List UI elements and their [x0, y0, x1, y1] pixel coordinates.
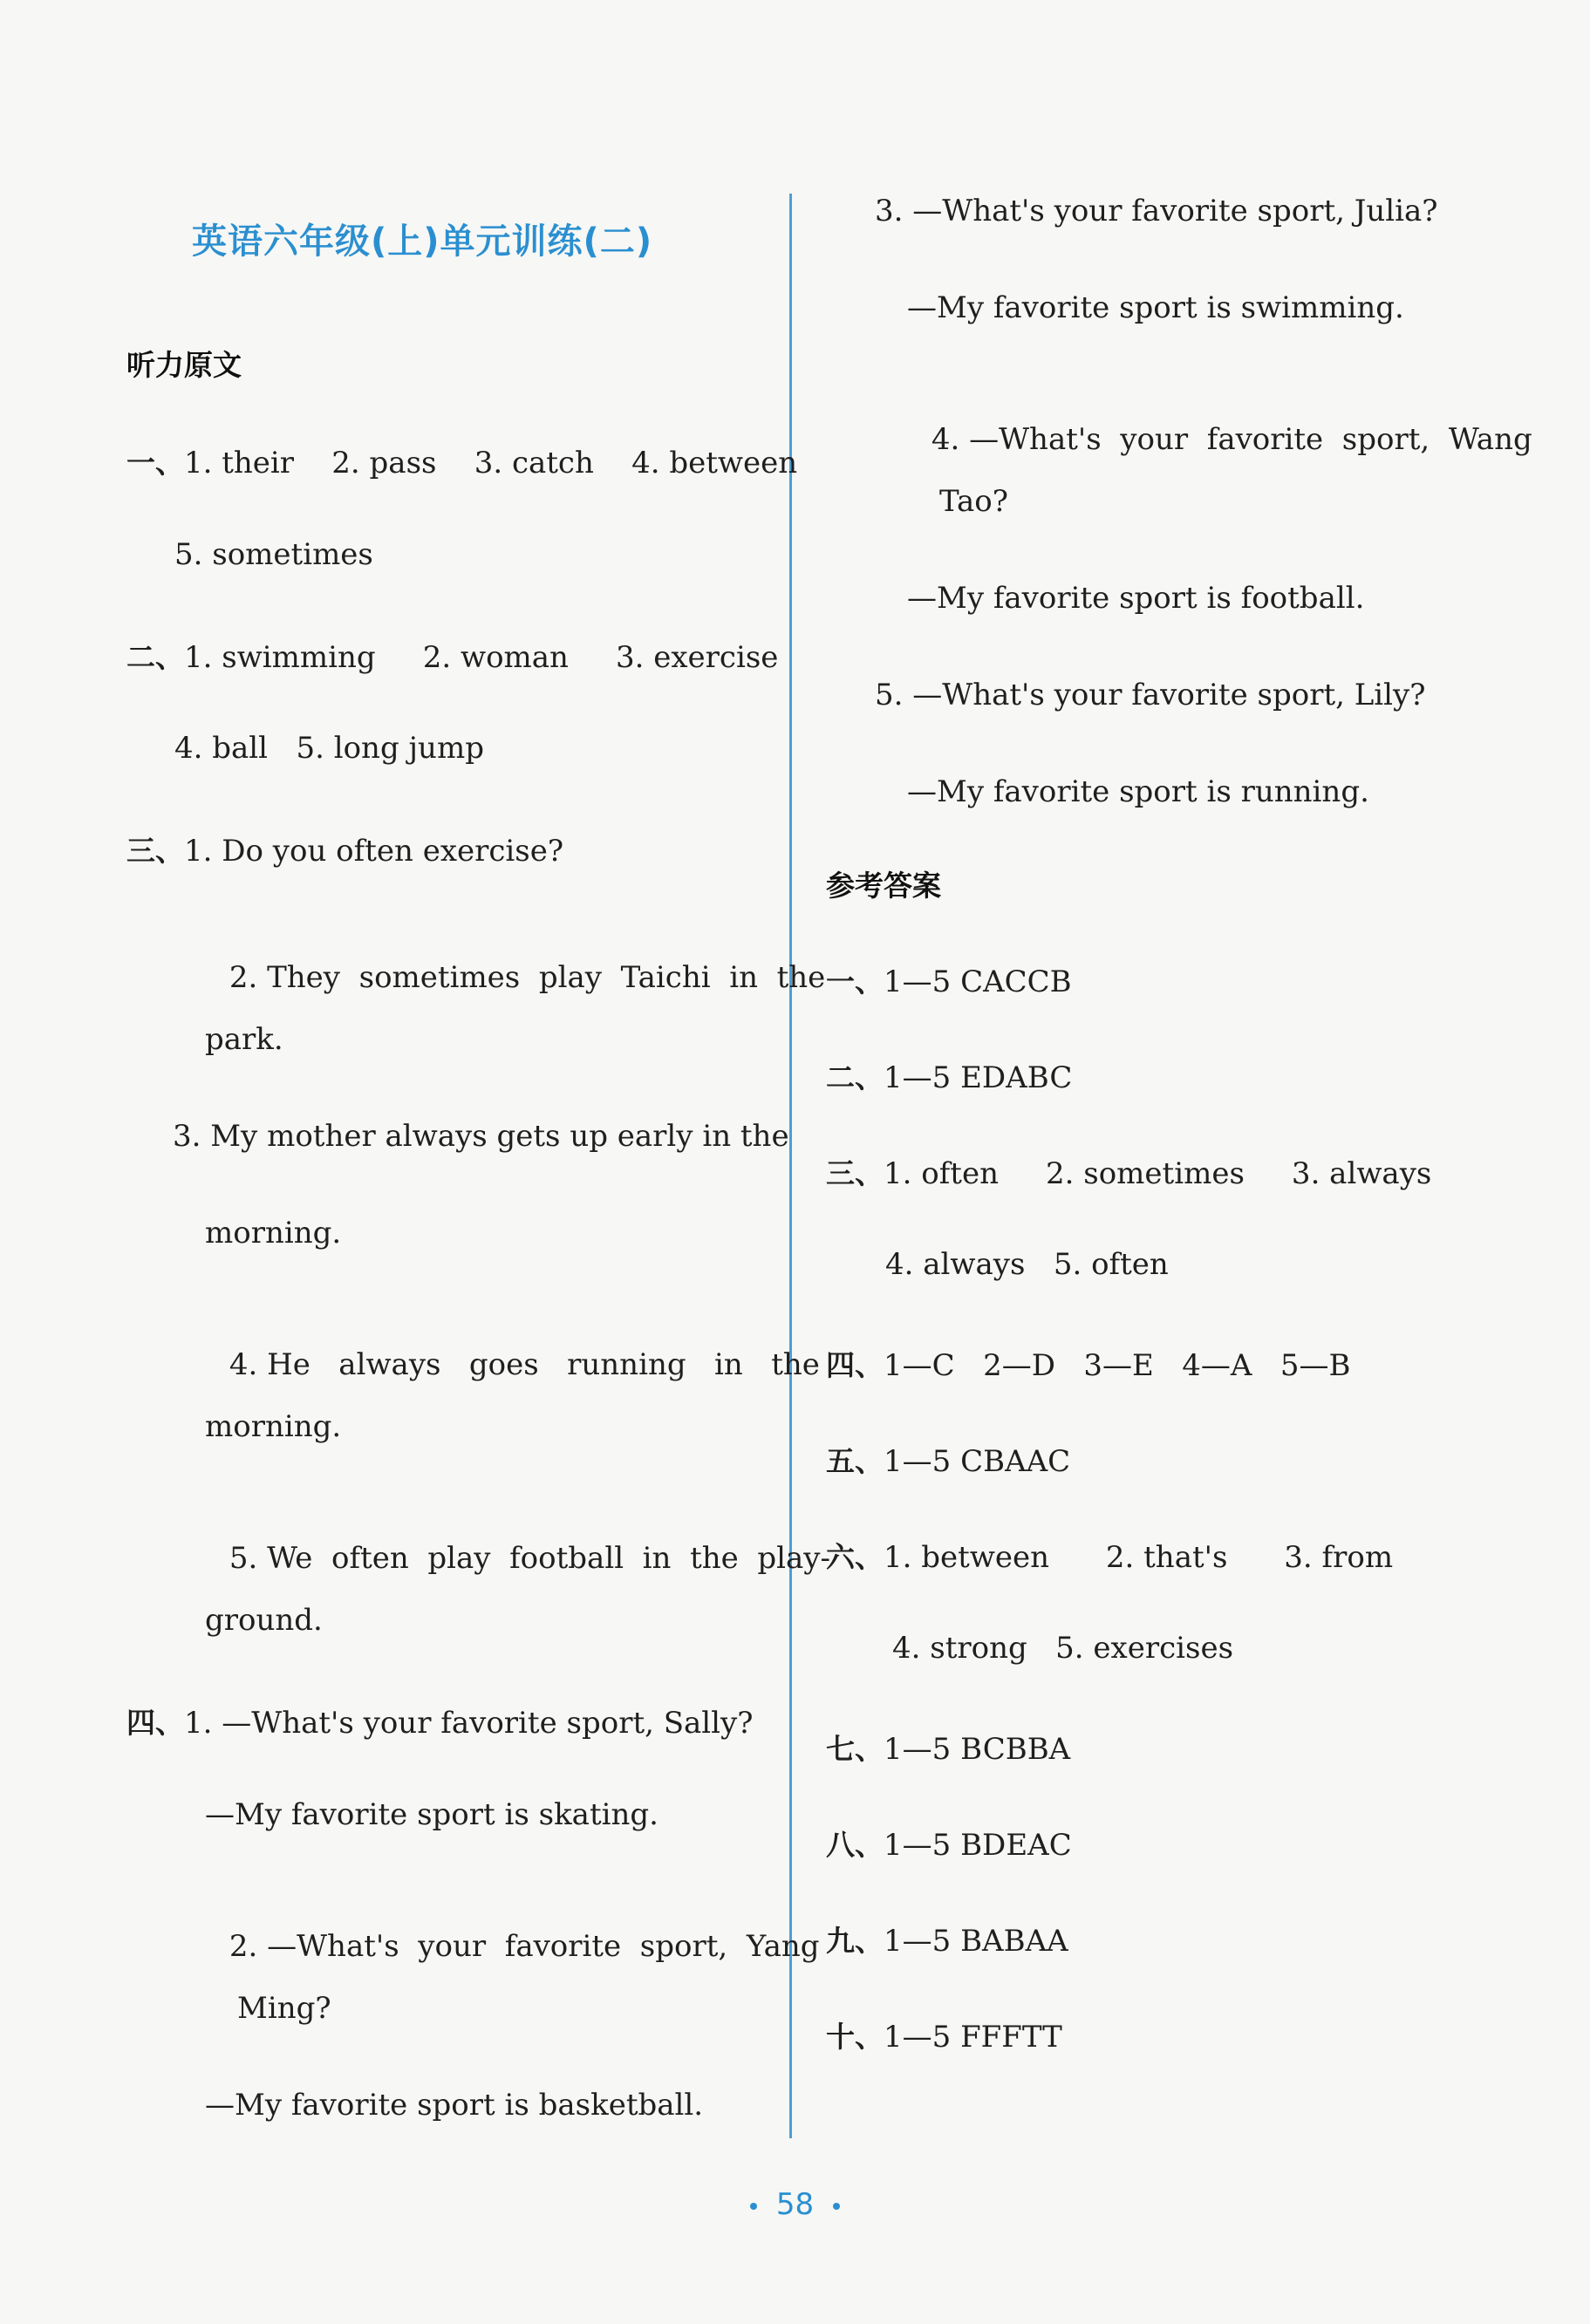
section-mark: 一、 [826, 964, 884, 998]
line-text: park. [205, 1022, 283, 1057]
list-item [885, 1247, 1169, 1282]
answer-text: 1. between 2. that's 3. from [884, 1540, 1394, 1575]
section-mark: 九、 [826, 1924, 884, 1958]
list-item [126, 635, 778, 676]
answer-text: 1—5 EDABC [884, 1060, 1073, 1095]
list-item [907, 290, 1404, 325]
list-item [875, 194, 1438, 228]
answer-text: 1—5 BDEAC [884, 1828, 1072, 1863]
list-item [826, 1439, 1070, 1480]
line-text: —My favorite sport is skating. [205, 1797, 659, 1832]
list-item [174, 537, 373, 572]
answer-text: 4. always 5. often [885, 1247, 1169, 1282]
list-item [205, 1022, 283, 1057]
list-item [205, 1216, 341, 1251]
section-mark: 四、 [826, 1348, 884, 1382]
answer-text: 1—5 BABAA [884, 1924, 1068, 1959]
section-mark: 二、 [126, 640, 184, 674]
list-item [875, 387, 1532, 492]
answer-text: 1—5 CACCB [884, 964, 1072, 999]
line-text: 3. My mother always gets up early in the [173, 1119, 789, 1154]
list-item [826, 1055, 1072, 1096]
line-text: —My favorite sport is basketball. [205, 2088, 704, 2123]
list-item [826, 1535, 1393, 1576]
line-text: Ming? [237, 1991, 331, 2026]
list-item [237, 1991, 331, 2026]
line-text: 4. He always goes running in the [229, 1347, 820, 1382]
list-item [875, 678, 1426, 712]
line-text: —My favorite sport is swimming. [907, 290, 1404, 325]
line-text: 1. Do you often exercise? [184, 834, 564, 869]
list-item [173, 925, 826, 1030]
list-item [907, 581, 1364, 616]
line-text: 1. their 2. pass 3. catch 4. between [184, 446, 798, 480]
list-item [126, 1700, 753, 1741]
line-text: 3. —What's your favorite sport, Julia? [875, 194, 1438, 228]
section-mark: 三、 [826, 1156, 884, 1190]
list-item [173, 1119, 789, 1154]
list-item [173, 1312, 820, 1417]
line-text: 5. —What's your favorite sport, Lily? [875, 678, 1426, 712]
line-text: 2. They sometimes play Taichi in the [229, 960, 826, 995]
listening-script-heading: 听力原文 [126, 348, 242, 382]
list-item [205, 1409, 341, 1444]
section-mark: 八、 [826, 1828, 884, 1862]
list-item [173, 1894, 820, 1999]
list-item [205, 1603, 323, 1638]
line-text: Tao? [939, 484, 1009, 519]
line-text: 4. —What's your favorite sport, Wang [931, 422, 1532, 457]
answer-text: 1—5 CBAAC [884, 1444, 1071, 1479]
line-text: —My favorite sport is football. [907, 581, 1365, 616]
list-item [892, 1631, 1233, 1666]
section-mark: 一、 [126, 446, 184, 480]
list-item [126, 440, 797, 481]
section-mark: 三、 [126, 834, 184, 868]
section-mark: 二、 [826, 1060, 884, 1094]
answer-text: 1—5 BCBBA [884, 1732, 1071, 1767]
list-item [907, 774, 1369, 809]
section-mark: 五、 [826, 1444, 884, 1478]
list-item [826, 1823, 1072, 1864]
footer-dot-left [750, 2203, 757, 2210]
line-text: ground. [205, 1603, 323, 1638]
list-item [826, 959, 1072, 1000]
column-divider [789, 194, 792, 2138]
line-text: 2. —What's your favorite sport, Yang [229, 1929, 820, 1964]
line-text: 1. swimming 2. woman 3. exercise [184, 640, 779, 675]
line-text: 4. ball 5. long jump [174, 731, 484, 766]
page-number: 58 [775, 2187, 815, 2222]
line-text: 5. sometimes [174, 537, 373, 572]
answer-key-heading: 参考答案 [826, 869, 941, 903]
section-mark: 十、 [826, 2020, 884, 2054]
line-text: —My favorite sport is running. [907, 774, 1369, 809]
answer-text: 4. strong 5. exercises [892, 1631, 1234, 1666]
answer-text: 1—5 FFFTT [884, 2020, 1062, 2055]
answer-text: 1. often 2. sometimes 3. always [884, 1156, 1432, 1191]
answer-text: 1—C 2—D 3—E 4—A 5—B [884, 1348, 1351, 1383]
list-item [174, 731, 484, 766]
line-text: 1. —What's your favorite sport, Sally? [184, 1706, 754, 1741]
section-mark: 六、 [826, 1540, 884, 1574]
list-item [826, 2014, 1062, 2055]
list-item [939, 484, 1008, 519]
list-item [173, 1506, 830, 1611]
list-item [826, 1343, 1350, 1384]
section-mark: 七、 [826, 1732, 884, 1766]
line-text: morning. [205, 1216, 342, 1251]
page-title: 英语六年级(上)单元训练(二) [192, 221, 653, 262]
line-text: morning. [205, 1409, 342, 1444]
list-item [126, 828, 563, 869]
section-mark: 四、 [126, 1706, 184, 1740]
list-item [826, 1918, 1068, 1959]
line-text: 5. We often play football in the play- [229, 1541, 830, 1576]
list-item [205, 1797, 659, 1832]
list-item [826, 1727, 1070, 1768]
footer-dot-right [833, 2203, 840, 2210]
page-footer [0, 2187, 1590, 2222]
list-item [205, 2088, 703, 2123]
list-item [826, 1151, 1431, 1192]
